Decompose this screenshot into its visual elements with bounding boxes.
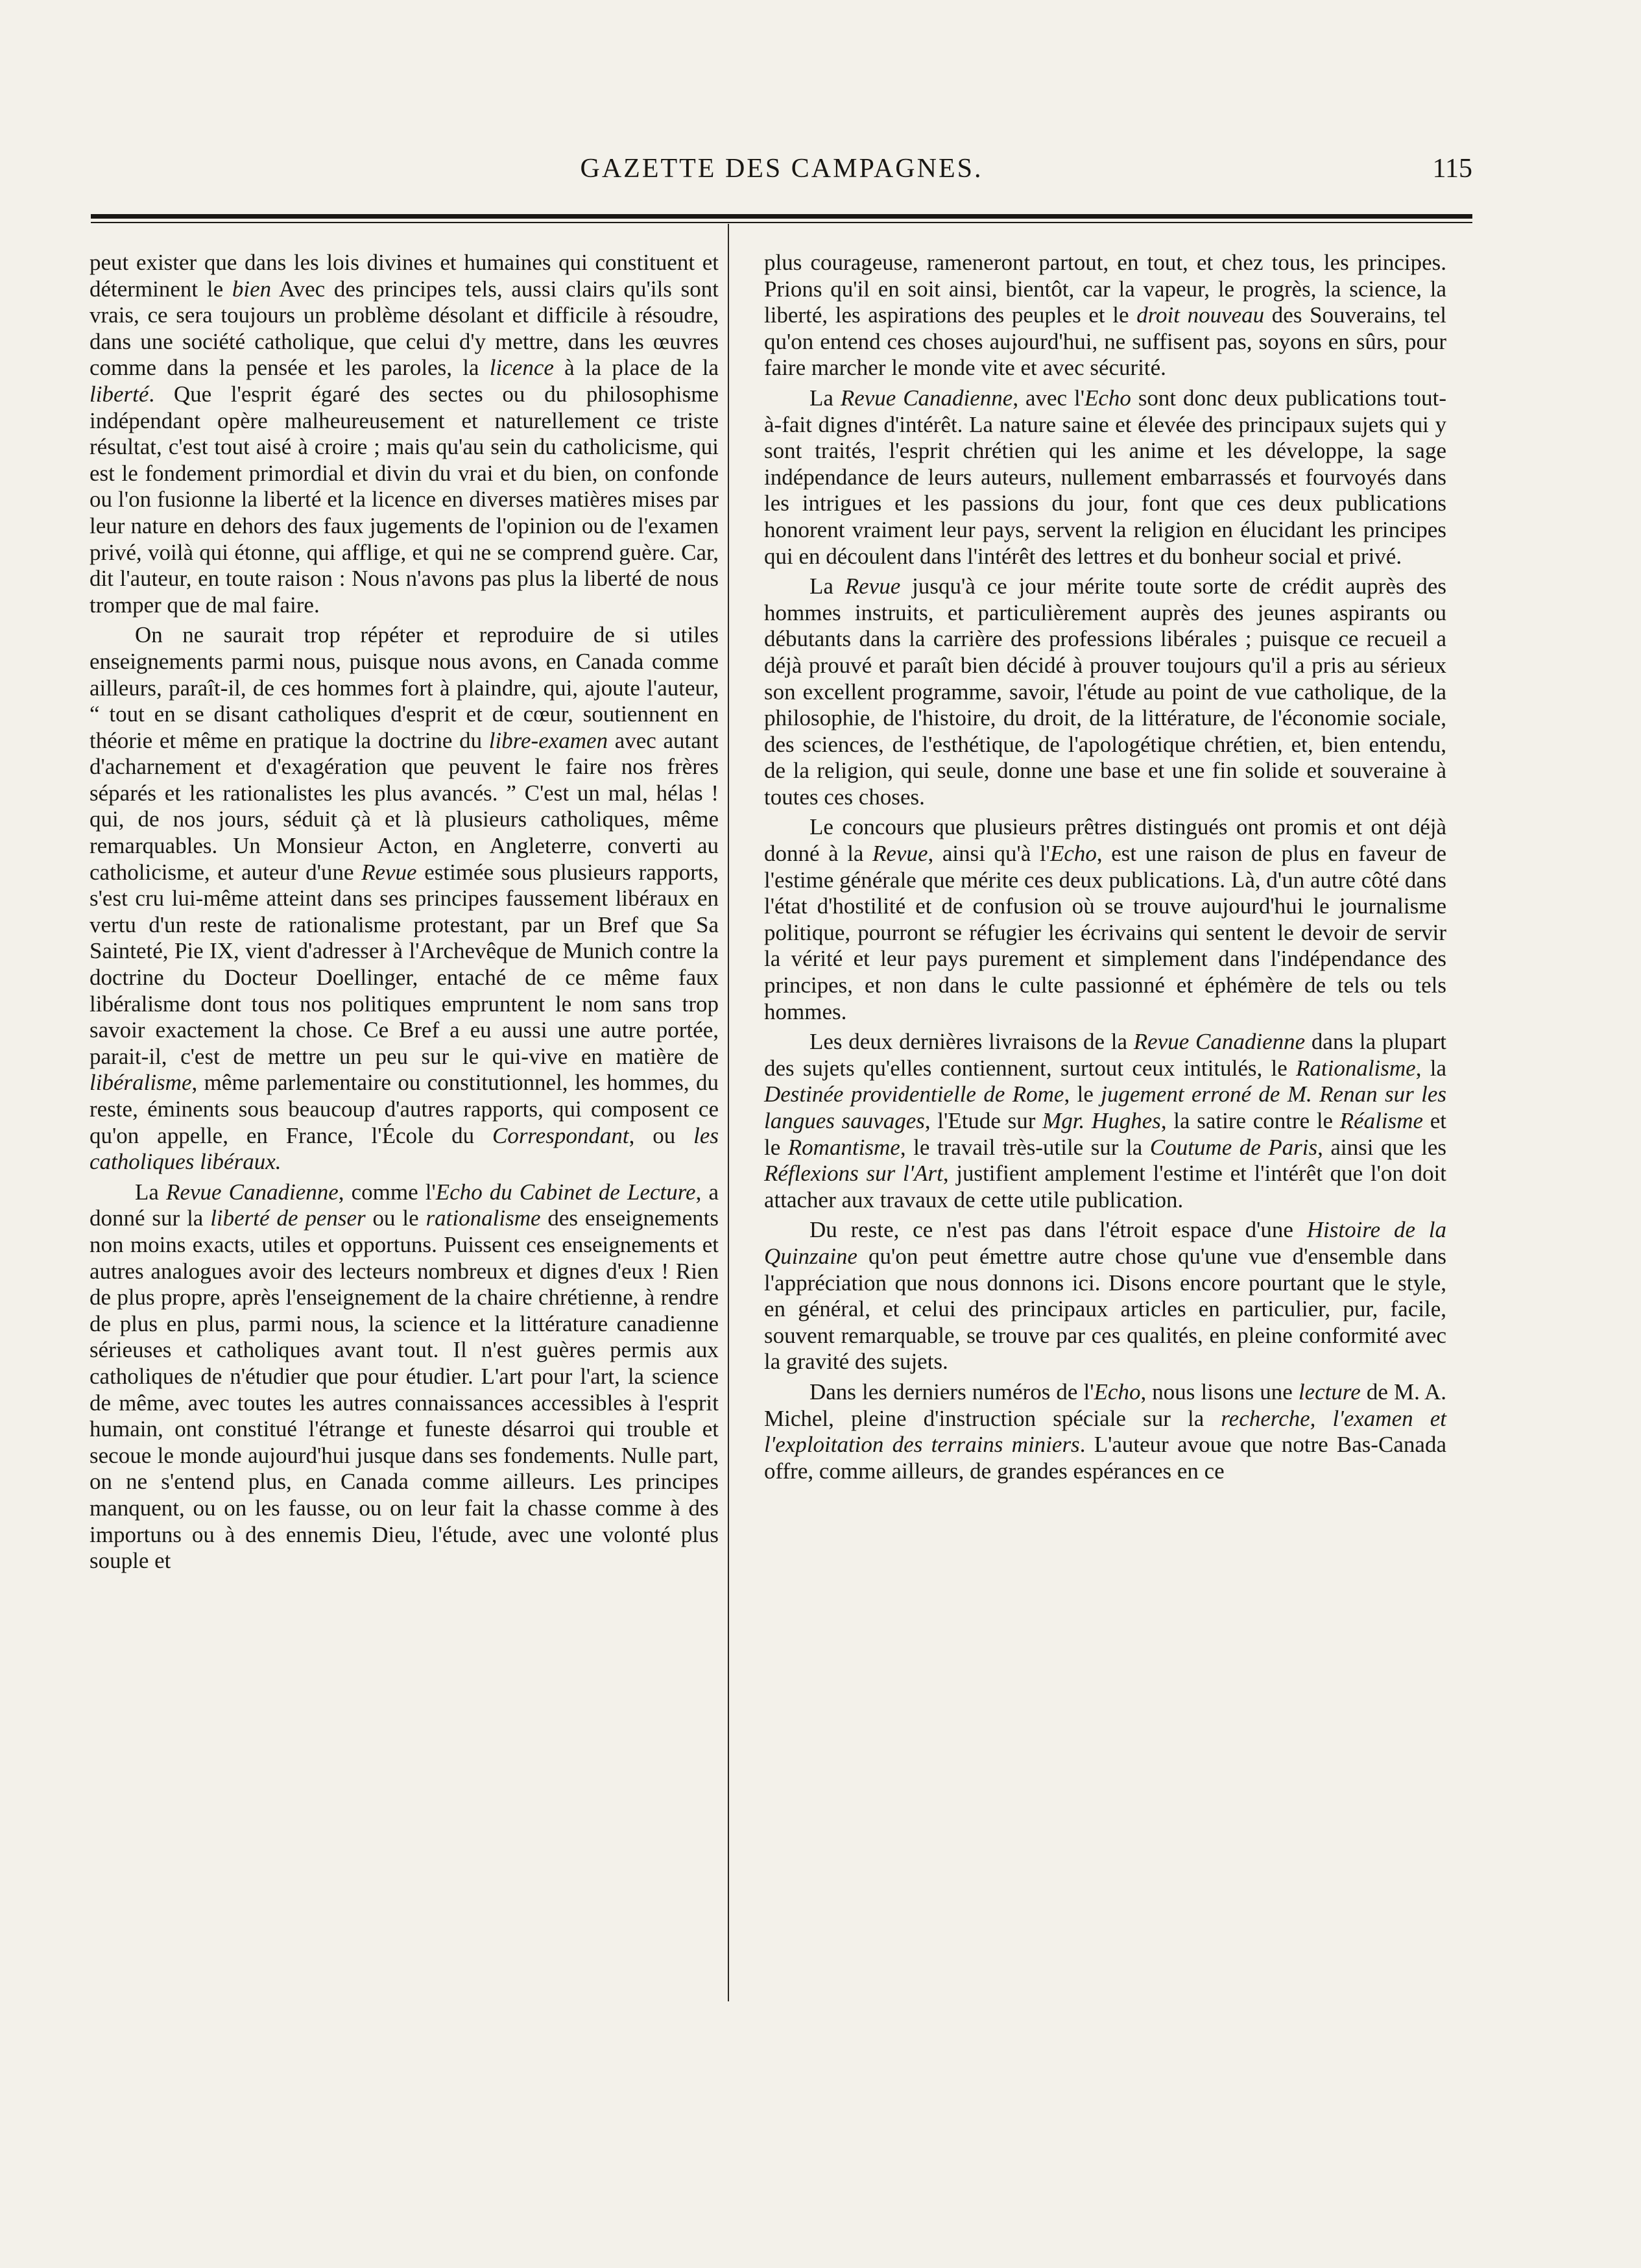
paragraph [764, 385, 1446, 570]
text-run: , ou [629, 1122, 694, 1148]
paragraph [90, 622, 719, 1175]
text-run: estimée sous plusieurs rapports, s'est cru lui-même atteint dans ses principes faussement libéraux en vertu d'un reste de rationalisme protestant, par un Bref que Sa Sainteté, Pie IX, vient d'adresser à l'Archevêque de Munich contre la doctrine du Docteur Doellinger, entaché de ce même faux libéralisme dont tous nos politiques empruntent le nom sans trop savoir exactement la chose. Ce Bref a eu aussi une autre portée, parait-il, c'est de mettre un peu sur le qui-vive en matière de [90, 859, 719, 1069]
text-run: plus courageuse, rameneront partout, en tout, et chez tous, les principes. Prions qu'il en soit ainsi, bientôt, car la vapeur, le progrès, la science, la liberté, les aspirations des peuples et le [764, 250, 1446, 328]
text-run: ou le [365, 1205, 426, 1231]
text-run: . L'auteur avoue que notre Bas-Canada offre, comme ailleurs, de grandes espérances en ce [764, 1432, 1446, 1484]
text-run: Les deux dernières livraisons de la [809, 1029, 1134, 1055]
paragraph [764, 250, 1446, 381]
text-run: , le travail très-utile sur la [900, 1134, 1150, 1160]
italic-text: liberté [90, 381, 149, 407]
paragraph [764, 573, 1446, 810]
text-run: . Que l'esprit égaré des sectes ou du philosophisme indépendant opère malheureusement et naturellement ce triste résultat, c'est tout aisé à croire ; mais qu'au sein du catholicisme, qui est le fondement primordial et divin du vrai et du bien, on confonde ou l'on fusionne la liberté et la licence en diverses matières mises par leur nature en dehors des faux jugements de l'opinion ou de l'examen privé, voilà qui étonne, qui afflige, et qui ne se comprend guère. Car, dit l'auteur, en toute raison : Nous n'avons pas plus la liberté de nous tromper que de mal faire. [90, 381, 719, 618]
italic-text: Revue Canadienne [166, 1179, 339, 1205]
italic-text: Romantisme [787, 1134, 900, 1160]
italic-text: rationalisme [425, 1205, 541, 1231]
paragraph [90, 250, 719, 618]
italic-text: libéralisme [90, 1070, 192, 1096]
text-run: jusqu'à ce jour mérite toute sorte de crédit auprès des hommes instruits, et particulièrement auprès des jeunes aspirants ou débutants dans la carrière des professions libérales ; puisque ce recueil a déjà prouvé et paraît bien décidé à prouver toujours qu'il a pris au sérieux son excellent programme, savoir, l'étude au point de vue catholique, de la philosophie, de l'histoire, du droit, de la littérature, de l'économie sociale, des sciences, de l'esthétique, de l'apologétique chrétien, et, bien entendu, de la religion, qui seule, donne une base et une fin solide et souveraine à toutes ces choses. [764, 573, 1446, 810]
italic-text: libre-examen [488, 727, 608, 753]
italic-text: Echo [1084, 385, 1131, 411]
text-run: , le [1064, 1081, 1101, 1107]
text-run: Dans les derniers numéros de l' [809, 1379, 1094, 1405]
text-run: , avec l' [1012, 385, 1084, 411]
italic-text: licence [489, 355, 554, 381]
text-run: de M. A. Michel, pleine d'instruction spéciale sur la [764, 1379, 1447, 1431]
text-run: Le concours que plusieurs prêtres distingués ont promis et ont déjà donné à la [764, 814, 1446, 867]
text-run: , nous lisons une [1140, 1379, 1299, 1405]
running-title: GAZETTE DES CAMPAGNES. [580, 154, 983, 184]
text-run: La [809, 573, 845, 599]
text-run: dans la plupart des sujets qu'elles contiennent, surtout ceux intitulés, le [764, 1029, 1446, 1081]
text-run: , la satire contre le [1160, 1108, 1340, 1133]
text-run: La [135, 1179, 167, 1205]
column-divider [728, 224, 729, 2001]
paragraph [764, 1217, 1446, 1375]
italic-text: jugement erroné de M. Renan sur les langues sauvages [764, 1081, 1446, 1133]
text-run: , même parlementaire ou constitutionnel, les hommes, du reste, éminents sous beaucoup d'autres rapports, qui composent ce qu'on appelle, en France, l'École du [90, 1070, 719, 1148]
italic-text: Rationalisme [1296, 1055, 1416, 1081]
italic-text: recherche, l'examen et l'exploitation des terrains miniers [764, 1405, 1446, 1458]
paragraph [764, 814, 1446, 1025]
italic-text: Réflexions sur l'Art [764, 1161, 943, 1187]
italic-text: Echo [1094, 1379, 1141, 1405]
paragraph [90, 1179, 719, 1574]
text-run: , comme l' [338, 1179, 436, 1205]
italic-text: les catholiques libéraux. [90, 1122, 719, 1175]
text-run: , ainsi qu'à l' [928, 841, 1050, 867]
text-run: à la place de la [553, 355, 719, 381]
italic-text: Echo du Cabinet de Lecture [435, 1179, 696, 1205]
text-run: sont donc deux publications tout-à-fait dignes d'intérêt. La nature saine et élevée des principaux sujets qui y sont traités, l'esprit chrétien qui les anime et les développe, la sage indépendance de leurs auteurs, nullement embarrassés et fourvoyés dans les intrigues et les passions du jour, font que ces deux publications honorent vraiment leur pays, servent la religion en élucidant les principes qui en découlent dans l'intérêt des lettres et du bonheur social et privé. [764, 385, 1446, 569]
text-run: peut exister que dans les lois divines et humaines qui constituent et déterminent le [90, 250, 719, 302]
right-column [764, 250, 1446, 1484]
italic-text: liberté de penser [210, 1205, 366, 1231]
text-run: , est une raison de plus en faveur de l'estime générale que mérite ces deux publications. Là, d'un autre côté dans l'état d'hostilité et de confusion où se trouve aujourd'hui le journalisme politique, pourront se réfugier les écrivains qui sentent le devoir de servir la vérité et leur pays purement et simplement dans l'indépendance des principes, et non dans le culte passionné et éphémère de tels ou tels hommes. [764, 841, 1447, 1024]
left-column [90, 250, 719, 1574]
italic-text: Coutume de Paris [1149, 1134, 1318, 1160]
page-header [91, 153, 1472, 199]
italic-text: Revue Canadienne [840, 385, 1013, 411]
text-run: qu'on peut émettre autre chose qu'une vue d'ensemble dans l'appréciation que nous donnons ici. Disons encore pourtant que le style, en général, et celui des principaux articles en particulier, pur, facile, souvent remarquable, se trouve par ces qualités, en pleine conformité avec la gravité des sujets. [764, 1243, 1446, 1375]
text-run: et le [764, 1108, 1446, 1160]
text-run: des enseignements non moins exacts, utiles et opportuns. Puissent ces enseignements et autres analogues avoir des lecteurs nombreux et dignes d'eux ! Rien de plus propre, après l'enseignement de la chaire chrétienne, à rendre de plus en plus, parmi nous, la science et la littérature canadienne sérieuses et catholiques avant tout. Il n'est guères permis aux catholiques de n'étudier que pour étudier. L'art pour l'art, la science de même, avec toutes les autres connaissances accessibles à l'esprit humain, ont constitué l'étrange et funeste désarroi qui trouble et secoue le monde aujourd'hui jusque dans ses fondements. Nulle part, on ne s'entend plus, en Canada comme ailleurs. Les principes manquent, ou on les fausse, ou on leur fait la chasse comme à des importuns ou à des ennemis Dieu, l'étude, avec une volonté plus souple et [90, 1205, 719, 1574]
italic-text: Revue Canadienne [1133, 1029, 1306, 1055]
italic-text: Réalisme [1339, 1108, 1424, 1133]
italic-text: Correspondant [492, 1122, 629, 1148]
text-run: , l'Etude sur [924, 1108, 1043, 1133]
paragraph [764, 1029, 1446, 1213]
italic-text: Revue [872, 841, 928, 867]
text-run: des Souverains, tel qu'on entend ces choses aujourd'hui, ne suffisent pas, soyons en sûrs, pour faire marcher le monde vite et avec sécurité. [764, 302, 1446, 381]
text-run: La [809, 385, 841, 411]
header-rule-thin [91, 222, 1472, 223]
italic-text: Revue [844, 573, 901, 599]
text-run: avec autant d'acharnement et d'exagération que peuvent le faire nos frères séparés et les rationalistes les plus avancés. ” C'est un mal, hélas ! qui, de nos jours, séduit çà et là plusieurs catholiques, même remarquables. Un Monsieur Acton, en Angleterre, converti au catholicisme, et auteur d'une [90, 727, 719, 885]
header-rule-thick [91, 214, 1472, 219]
text-run: Avec des principes tels, aussi clairs qu'ils sont vrais, ce sera toujours un problème désolant et difficile à résoudre, dans une société catholique, que celui d'y mettre, dans les œuvres comme dans la pensée et les paroles, la [90, 276, 719, 381]
page-number: 115 [1432, 154, 1472, 184]
text-run: , justifient amplement l'estime et l'intérêt que l'on doit attacher aux travaux de cette utile publication. [764, 1161, 1446, 1212]
italic-text: droit nouveau [1136, 302, 1265, 328]
italic-text: Revue [361, 859, 417, 885]
italic-text: lecture [1298, 1379, 1361, 1405]
italic-text: Histoire de la Quinzaine [764, 1217, 1447, 1269]
italic-text: Mgr. Hughes [1042, 1108, 1161, 1133]
text-run: , ainsi que les [1317, 1134, 1446, 1160]
italic-text: Destinée providentielle de Rome [764, 1081, 1064, 1107]
text-run: Du reste, ce n'est pas dans l'étroit espace d'une [809, 1217, 1307, 1243]
text-run: , la [1415, 1055, 1446, 1081]
italic-text: Echo [1049, 841, 1097, 867]
text-run: , a donné sur la [90, 1179, 719, 1231]
paragraph [764, 1379, 1446, 1484]
italic-text: bien [232, 276, 272, 302]
text-run: On ne saurait trop répéter et reproduire de si utiles enseignements parmi nous, puisque nous avons, en Canada comme ailleurs, paraît-il, de ces hommes fort à plaindre, qui, ajoute l'auteur, “ tout en se disant catholiques d'esprit et de cœur, soutiennent en théorie et même en pratique la doctrine du [90, 622, 719, 753]
